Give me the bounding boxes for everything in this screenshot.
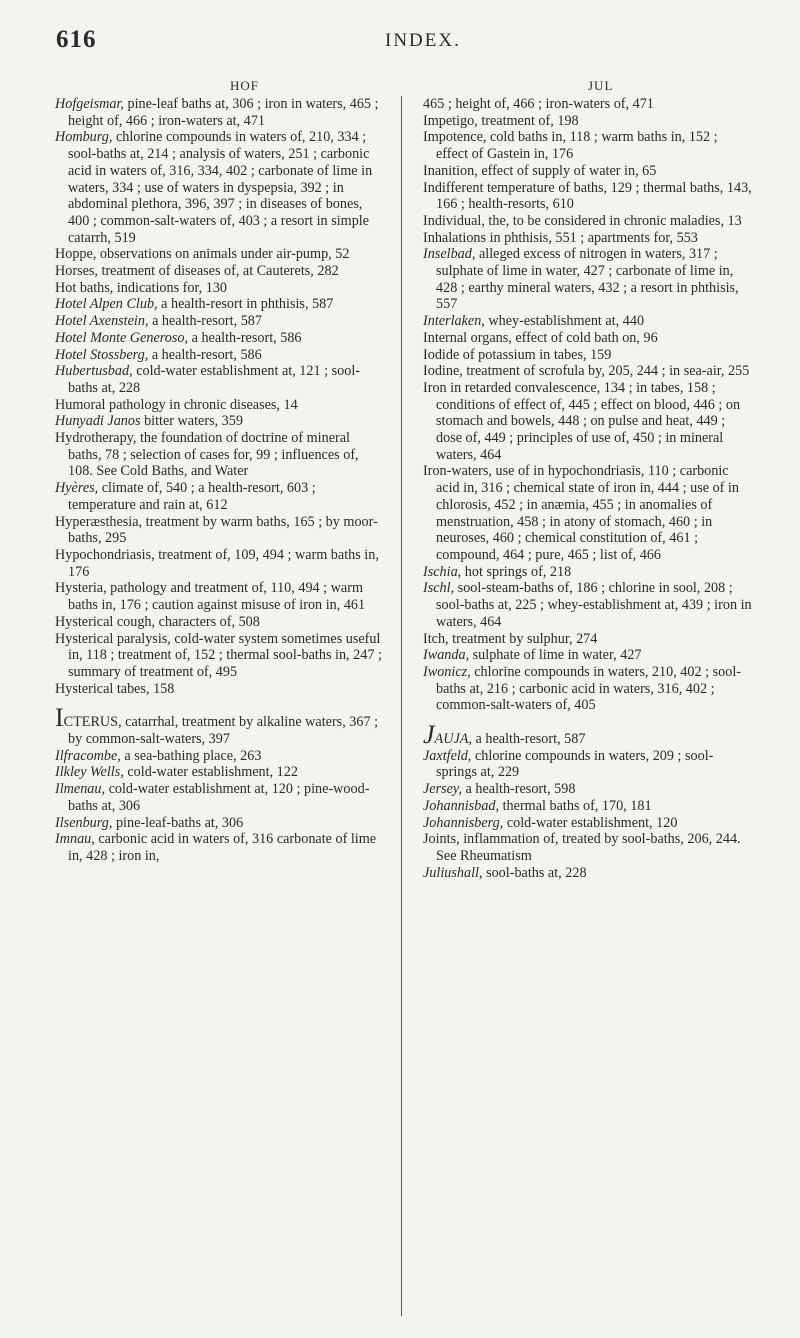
index-entry: [423, 748, 753, 781]
entry-text: Hypochondriasis, treatment of, 109, 494 ; warm baths in, 176: [55, 546, 379, 580]
index-column-left: [55, 96, 385, 865]
entry-text: alleged excess of nitrogen in waters, 317 ; sulphate of lime in water, 427 ; carbonate of lime in, 428 ; earthy mineral waters, 432 ; a resort in phthisis, 557: [436, 246, 739, 313]
index-entry: [423, 564, 753, 581]
index-entry: [423, 163, 753, 180]
index-entry: [423, 230, 753, 247]
index-entry: [55, 815, 385, 832]
index-entry: [423, 330, 753, 347]
index-entry: [55, 781, 385, 814]
entry-text: chlorine compounds in waters, 210, 402 ; sool-baths at, 216 ; carbonic acid in waters, 316, 402 ; common-salt-waters of, 405: [436, 663, 741, 714]
index-entry: [423, 798, 753, 815]
entry-headword: Ilsenburg,: [55, 814, 113, 831]
index-entry: [423, 246, 753, 313]
entry-text: sool-steam-baths of, 186 ; chlorine in sool, 208 ; sool-baths at, 225 ; whey-establishment at, 439 ; iron in waters, 464: [436, 580, 752, 630]
index-entry: [423, 363, 753, 380]
index-entry: [423, 96, 753, 113]
index-entry: [55, 547, 385, 580]
entry-text: bitter waters, 359: [140, 413, 243, 430]
index-entry: [423, 129, 753, 162]
page-number: 616: [56, 26, 97, 53]
entry-text: Iodine, treatment of scrofula by, 205, 244 ; in sea-air, 255: [423, 363, 750, 380]
entry-text: Hysteria, pathology and treatment of, 110, 494 ; warm baths in, 176 ; caution against misuse of iron in, 461: [55, 580, 366, 614]
entry-text: a health-resort in phthisis, 587: [157, 296, 334, 313]
index-entry: [423, 647, 753, 664]
entry-text: Hysterical paralysis, cold-water system sometimes useful in, 118 ; treatment of, 152 ; thermal sool-baths in, 247 ; summary of treatment of, 495: [55, 630, 382, 680]
index-entry: [55, 614, 385, 631]
entry-text: a health-resort, 587: [471, 731, 586, 748]
entry-text: cold-water establishment at, 120 ; pine-wood-baths at, 306: [68, 781, 370, 814]
entry-text: sool-baths at, 228: [482, 864, 587, 881]
index-entry: [55, 703, 385, 748]
entry-headword: Hyères,: [55, 480, 99, 497]
entry-headword: Jersey,: [423, 781, 462, 798]
entry-headword: Johannisbad,: [423, 797, 500, 814]
index-entry: [423, 463, 753, 563]
index-entry: [423, 313, 753, 330]
entry-text: a health-resort, 586: [188, 329, 302, 346]
index-entry: [423, 380, 753, 464]
running-head: [0, 12, 800, 52]
index-entry: [55, 246, 385, 263]
entry-text: Joints, inflammation of, treated by sool-baths, 206, 244. See Rheumatism: [423, 831, 741, 864]
entry-headword: Juliushall,: [423, 864, 483, 881]
entry-text: Hot baths, indications for, 130: [55, 279, 228, 296]
entry-text: whey-establishment at, 440: [484, 313, 645, 330]
index-entry: [423, 664, 753, 714]
index-entry: [423, 631, 753, 648]
entry-headword: Inselbad,: [423, 246, 476, 263]
entry-text: pine-leaf baths at, 306 ; iron in waters, 465 ; height of, 466 ; iron-waters at, 471: [68, 96, 379, 129]
index-entry: [55, 296, 385, 313]
index-entry: [55, 631, 385, 681]
index-entry: [55, 397, 385, 414]
entry-text: cold-water establishment at, 121 ; sool-baths at, 228: [68, 363, 360, 396]
entry-headword: Iwonicz,: [423, 663, 471, 680]
entry-text: Individual, the, to be considered in chronic maladies, 13: [423, 212, 742, 229]
entry-text: a sea-bathing place, 263: [120, 747, 262, 764]
entry-headword: Johannisberg,: [423, 814, 504, 831]
index-entry: [55, 263, 385, 280]
entry-text: Hoppe, observations on animals under air-pump, 52: [55, 246, 350, 263]
index-entry: [55, 430, 385, 480]
entry-headword: Hotel Axenstein,: [55, 313, 149, 330]
entry-text: a health-resort, 587: [148, 313, 262, 330]
entry-text: 465 ; height of, 466 ; iron-waters of, 471: [423, 96, 654, 112]
entry-text: hot springs of, 218: [461, 563, 572, 580]
entry-text: ICTERUS, catarrhal, treatment by alkaline waters, 367 ; by common-salt-waters, 397: [55, 703, 379, 748]
entry-text: Hysterical tabes, 158: [55, 680, 175, 697]
guide-word-left: HOF: [230, 78, 260, 93]
entry-text: Iron in retarded convalescence, 134 ; in tabes, 158 ; conditions of effect of, 445 ; effect on blood, 446 ; on stomach and bowels, 448 ; on pulse and heat, 449 ; dose of, 449 ; principles of use of, 450 ; in mineral waters, 464: [423, 379, 741, 463]
entry-text: chlorine compounds in waters of, 210, 334 ; sool-baths at, 214 ; analysis of waters, 251 ; carbonic acid in waters of, 316, 334, 402 ; carbonate of lime in waters, 334 ; use of waters in dyspepsia, 392 ; in abdominal plethora, 396, 397 ; in diseases of bones, 400 ; common-salt-waters of, 403 ; a resort in simple catarrh, 519: [68, 129, 373, 246]
index-entry: [423, 865, 753, 882]
index-entry: [423, 113, 753, 130]
entry-text: Humoral pathology in chronic diseases, 14: [55, 396, 298, 413]
index-entry: [423, 580, 753, 630]
entry-text: a health-resort, 598: [462, 781, 576, 798]
entry-text: Itch, treatment by sulphur, 274: [423, 630, 598, 647]
index-entry: [55, 347, 385, 364]
index-entry: [55, 580, 385, 613]
index-entry: [55, 480, 385, 513]
index-entry: [55, 748, 385, 765]
entry-text: pine-leaf-baths at, 306: [112, 814, 244, 831]
index-column-right: [423, 96, 753, 881]
entry-text: Hysterical cough, characters of, 508: [55, 613, 260, 630]
index-entry: [55, 831, 385, 864]
entry-text: Impotence, cold baths in, 118 ; warm baths in, 152 ; effect of Gastein in, 176: [423, 129, 718, 163]
entry-headword: Imnau,: [55, 831, 95, 848]
page-header: INDEX.: [385, 30, 461, 51]
entry-text: chlorine compounds in waters, 209 ; sool-springs at, 229: [436, 747, 714, 781]
entry-headword: Ilmenau,: [55, 781, 106, 798]
index-entry: [55, 681, 385, 698]
index-entry: [55, 330, 385, 347]
entry-text: Impetigo, treatment of, 198: [423, 112, 579, 129]
index-entry: [423, 831, 753, 864]
index-entry: [423, 781, 753, 798]
entry-headword: Hotel Stossberg,: [55, 346, 149, 363]
entry-text: Hyperæsthesia, treatment by warm baths, 165 ; by moor-baths, 295: [55, 513, 378, 547]
entry-text: sulphate of lime in water, 427: [469, 647, 642, 664]
entry-text: Hydrotherapy, the foundation of doctrine of mineral baths, 78 ; selection of cases for, 99 ; influences of, 108. See Cold Baths, and Water: [55, 430, 359, 480]
entry-headword: Interlaken,: [423, 313, 485, 330]
guide-word-right: JUL: [588, 78, 614, 93]
index-entry: [55, 514, 385, 547]
entry-headword: JAUJA,: [423, 720, 472, 750]
entry-text: Iodide of potassium in tabes, 159: [423, 346, 612, 363]
index-entry: [55, 413, 385, 430]
entry-headword: Ischia,: [423, 563, 462, 580]
entry-text: a health-resort, 586: [148, 346, 262, 363]
column-divider: [401, 96, 402, 1316]
index-entry: [55, 96, 385, 129]
index-entry: [423, 720, 753, 750]
index-entry: [55, 280, 385, 297]
index-entry: [55, 313, 385, 330]
entry-headword: Hubertusbad,: [55, 363, 133, 380]
entry-text: Internal organs, effect of cold bath on, 96: [423, 329, 658, 346]
entry-text: climate of, 540 ; a health-resort, 603 ; temperature and rain at, 612: [68, 480, 316, 513]
entry-headword: Homburg,: [55, 129, 113, 146]
entry-text: cold-water establishment, 122: [123, 764, 298, 781]
entry-headword: Jaxtfeld,: [423, 747, 472, 764]
entry-headword: Hotel Alpen Club,: [55, 296, 158, 313]
entry-text: Inanition, effect of supply of water in, 65: [423, 162, 657, 179]
index-entry: [55, 129, 385, 246]
index-entry: [423, 213, 753, 230]
entry-text: Horses, treatment of diseases of, at Cauterets, 282: [55, 263, 339, 280]
entry-headword: Ischl,: [423, 580, 455, 597]
entry-headword: Iwanda,: [423, 647, 470, 664]
index-entry: [55, 764, 385, 781]
index-entry: [423, 347, 753, 364]
entry-text: Indifferent temperature of baths, 129 ; thermal baths, 143, 166 ; health-resorts, 610: [423, 179, 752, 213]
entry-headword: Hotel Monte Generoso,: [55, 329, 189, 346]
entry-headword: Hofgeismar,: [55, 96, 124, 112]
index-entry: [423, 815, 753, 832]
entry-text: Iron-waters, use of in hypochondriasis, 110 ; carbonic acid in, 316 ; chemical state of iron in, 444 ; use of in chlorosis, 452 ; in anæmia, 455 ; in anomalies of menstruation, 458 ; in atony of stomach, 460 ; in neuroses, 460 ; chemical constitution of, 461 ; compound, 464 ; pure, 465 ; list of, 466: [423, 463, 739, 563]
entry-text: thermal baths of, 170, 181: [499, 797, 652, 814]
entry-text: cold-water establishment, 120: [503, 814, 678, 831]
index-entry: [55, 363, 385, 396]
entry-headword: Ilkley Wells,: [55, 764, 124, 781]
entry-headword: Ilfracombe,: [55, 747, 121, 764]
entry-headword: Hunyadi Janos: [55, 413, 141, 430]
index-entry: [423, 180, 753, 213]
entry-text: carbonic acid in waters of, 316 carbonate of lime in, 428 ; iron in,: [68, 831, 377, 864]
entry-text: Inhalations in phthisis, 551 ; apartments for, 553: [423, 229, 698, 246]
